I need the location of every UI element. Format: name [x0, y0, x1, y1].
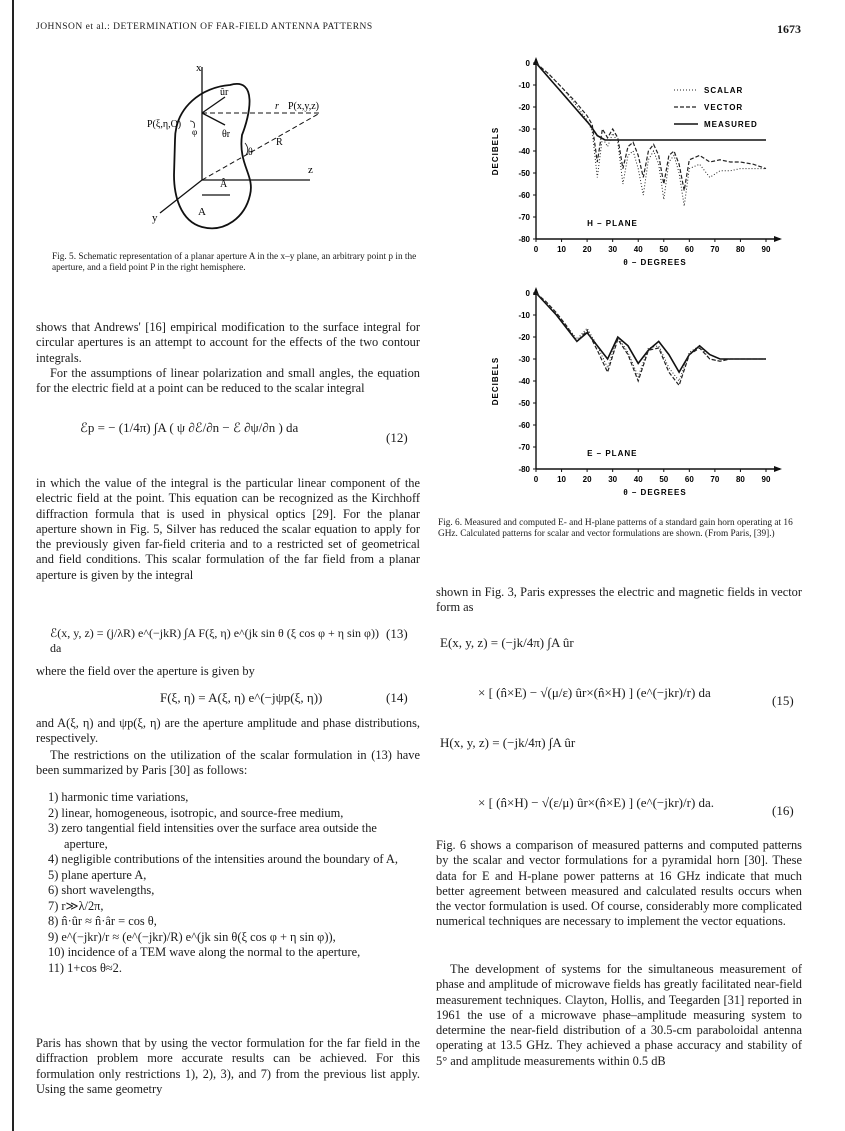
y-tick-label: -50 — [518, 399, 530, 408]
label-x: x — [196, 62, 202, 74]
y-tick-label: 0 — [525, 289, 530, 298]
plane-label: H – PLANE — [587, 218, 638, 228]
left-para-7: Paris has shown that by using the vector formulation for the far field in the diffraction problem more accurate results can be achieved. For this formulation only restrictions 1), 2), 3), and 7) from the previous list apply. Using the same geometry — [36, 1036, 420, 1096]
right-para-2: Fig. 6 shows a comparison of measured patterns and computed patterns by the scalar and vector formulations for a pyramidal horn [30]. These data for E and H-plane power patterns at 16 GHz indicate that much better agreement between measured and calculated results occurs when the vector formulation is used. Of course, considerably more complicated numerical techniques are necessary to implement the vector equations. — [436, 838, 802, 929]
header-title: JOHNSON et al.: DETERMINATION OF FAR-FIELD ANTENNA PATTERNS — [36, 22, 373, 32]
legend-label: VECTOR — [704, 103, 744, 112]
x-tick-label: 50 — [659, 245, 669, 254]
label-point-aperture: P(ξ,η,O) — [147, 119, 182, 130]
label-R: R — [276, 137, 283, 148]
left-para-6: The restrictions on the utilization of the scalar formulation in (13) have been summarized by Paris [30] as follows: — [36, 748, 420, 778]
fig5-aperture-diagram — [130, 55, 360, 240]
left-para-2: For the assumptions of linear polarization and small angles, the equation for the electric field at a point can be reduced to the scalar integral — [36, 366, 420, 396]
x-tick-label: 40 — [633, 245, 643, 254]
fig6-e-plane-chart — [480, 285, 810, 505]
x-axis-arrow — [774, 466, 782, 472]
list-item: 1) harmonic time variations, — [48, 790, 189, 804]
list-item: 8) n̂·ûr ≈ n̂·âr = cos θ, — [48, 914, 157, 928]
list-item: 9) e^(−jkr)/r ≈ (e^(−jkr)/R) e^(jk sin θ(ξ cos φ + η sin φ)), — [48, 929, 336, 944]
page-number: 1673 — [777, 22, 801, 36]
y-tick-label: -80 — [518, 465, 530, 474]
label-y: y — [152, 212, 158, 224]
fig5-caption: Fig. 5. Schematic representation of a planar aperture A in the x–y plane, an arbitrary point p in the aperture, and a field point P in the right hemisphere. — [52, 252, 417, 273]
series-line-scalar — [536, 63, 766, 206]
x-tick-label: 70 — [710, 245, 720, 254]
x-tick-label: 60 — [684, 475, 694, 484]
fig6-caption: Fig. 6. Measured and computed E- and H-plane patterns of a standard gain horn operating at 16 GHz. Calculated patterns for scalar and vector formulations are shown. (From Paris, [39].) — [438, 518, 793, 539]
y-tick-label: -60 — [518, 191, 530, 200]
x-tick-label: 0 — [533, 245, 539, 254]
right-para-3: The development of systems for the simultaneous measurement of phase and amplitude of microwave fields has greatly facilitated near-field measurement techniques. Clayton, Hollis, and Teegarden [31] reported in 1961 the use of a microwave phase–amplitude measuring system to determine the near-field distribution of a 30.5-cm paraboloidal antenna operating at 13.5 GHz. They achieved a phase accuracy and stability of 5° and amplitude measurements within 0.5 dB — [436, 962, 802, 1068]
equation-13: ℰ(x, y, z) = (j/λR) e^(−jkR) ∫A F(ξ, η) e^(jk sin θ (ξ cos φ + η sin φ)) da — [50, 626, 379, 655]
y-tick-label: -10 — [518, 81, 530, 90]
series-line-measured — [536, 293, 766, 372]
equation-16-line-2: × [ (n̂×H) − √(ε/μ) ûr×(n̂×E) ] (e^(−jkr)/r) da. — [478, 795, 715, 810]
x-tick-label: 20 — [582, 475, 592, 484]
equation-15-number: (15) — [772, 693, 794, 708]
x-tick-label: 80 — [735, 475, 745, 484]
y-tick-label: -20 — [518, 333, 530, 342]
y-tick-label: -70 — [518, 443, 530, 452]
y-tick-label: -20 — [518, 103, 530, 112]
equation-15-line-2: × [ (n̂×E) − √(μ/ε) ûr×(n̂×H) ] (e^(−jkr)/r) da — [478, 685, 711, 700]
page-margin-rule — [12, 0, 14, 1131]
y-axis-label: DECIBELS — [491, 126, 500, 176]
y-tick-label: -60 — [518, 421, 530, 430]
x-tick-label: 70 — [710, 475, 720, 484]
equation-12: ℰp = − (1/4π) ∫A ( ψ ∂ℰ/∂n − ℰ ∂ψ/∂n ) da — [80, 420, 299, 435]
left-para-5: and A(ξ, η) and ψp(ξ, η) are the aperture amplitude and phase distributions, respectively. — [36, 716, 420, 746]
label-point-field: P(x,y,z) — [288, 101, 320, 112]
label-ur: ûr — [220, 87, 229, 98]
ar-arrow — [202, 113, 225, 125]
list-item: 5) plane aperture A, — [48, 867, 147, 882]
x-tick-label: 60 — [684, 245, 694, 254]
list-item: 4) negligible contributions of the intensities around the boundary of A, — [48, 852, 398, 866]
y-axis-label: DECIBELS — [491, 356, 500, 406]
equation-16-line-1: H(x, y, z) = (−jk/4π) ∫A ûr — [440, 735, 576, 750]
y-tick-label: 0 — [525, 59, 530, 68]
x-tick-label: 40 — [633, 475, 643, 484]
equation-15-line-1: E(x, y, z) = (−jk/4π) ∫A ûr — [440, 635, 574, 650]
label-theta: θ — [248, 147, 253, 158]
list-item: 10) incidence of a TEM wave along the normal to the aperture, — [48, 945, 361, 959]
equation-13-number: (13) — [386, 626, 408, 641]
x-axis-label: θ – DEGREES — [623, 258, 687, 267]
equation-14: F(ξ, η) = A(ξ, η) e^(−jψp(ξ, η)) — [160, 690, 323, 705]
running-header — [36, 22, 801, 40]
y-tick-label: -40 — [518, 147, 530, 156]
left-para-1: shows that Andrews' [16] empirical modification to the surface integral for circular apertures is an attempt to account for the effects of the two contour integrals. — [36, 320, 420, 365]
y-tick-label: -30 — [518, 355, 530, 364]
x-tick-label: 0 — [533, 475, 539, 484]
x-tick-label: 20 — [582, 245, 592, 254]
y-tick-label: -70 — [518, 213, 530, 222]
list-item: 11) 1+cos θ≈2. — [48, 960, 122, 975]
list-item: 7) r≫λ/2π, — [48, 898, 104, 913]
R-vector — [202, 113, 320, 180]
y-tick-label: -10 — [518, 311, 530, 320]
label-theta-r: θr — [222, 129, 231, 140]
plane-label: E – PLANE — [587, 448, 638, 458]
x-tick-label: 90 — [761, 245, 771, 254]
x-axis-arrow — [774, 236, 782, 242]
x-tick-label: 10 — [557, 475, 567, 484]
restrictions-list — [48, 790, 418, 976]
x-tick-label: 10 — [557, 245, 567, 254]
x-tick-label: 30 — [608, 475, 618, 484]
left-para-3: in which the value of the integral is the particular linear component of the electric field at the point. This equation can be recognized as the Kirchhoff diffraction formula that is used in physical optics [29]. For the planar aperture shown in Fig. 5, Silver has reduced the scalar equation to apply for the previously given far-field criteria and to a restricted set of geometrical and field conditions. This scalar formulation of the far field from a planar aperture is given by the integral — [36, 476, 420, 582]
list-item: 6) short wavelengths, — [48, 883, 155, 897]
legend-label: MEASURED — [704, 120, 758, 129]
series-line-vector — [536, 293, 766, 385]
right-para-1: shown in Fig. 3, Paris expresses the electric and magnetic fields in vector form as — [436, 585, 802, 615]
legend-label: SCALAR — [704, 86, 744, 95]
fig6-h-plane-chart — [480, 55, 810, 285]
left-para-4: where the field over the aperture is given by — [36, 664, 255, 678]
x-tick-label: 30 — [608, 245, 618, 254]
equation-16-number: (16) — [772, 803, 794, 818]
x-tick-label: 90 — [761, 475, 771, 484]
list-item: 3) zero tangential field intensities over the surface area outside the aperture, — [48, 821, 377, 851]
label-z: z — [308, 164, 313, 176]
y-tick-label: -80 — [518, 235, 530, 244]
y-tick-label: -30 — [518, 125, 530, 134]
equation-14-number: (14) — [386, 690, 408, 705]
x-axis-label: θ – DEGREES — [623, 488, 687, 497]
list-item: 2) linear, homogeneous, isotropic, and source-free medium, — [48, 805, 344, 820]
series-line-scalar — [536, 293, 766, 381]
label-A-vector: Â — [220, 179, 228, 190]
label-aperture-A: A — [198, 206, 206, 218]
label-phi: φ — [192, 127, 198, 137]
x-tick-label: 80 — [735, 245, 745, 254]
y-tick-label: -50 — [518, 169, 530, 178]
y-tick-label: -40 — [518, 377, 530, 386]
equation-12-number: (12) — [386, 430, 408, 445]
label-r: r — [275, 101, 279, 112]
ur-arrow — [202, 97, 225, 113]
x-tick-label: 50 — [659, 475, 669, 484]
